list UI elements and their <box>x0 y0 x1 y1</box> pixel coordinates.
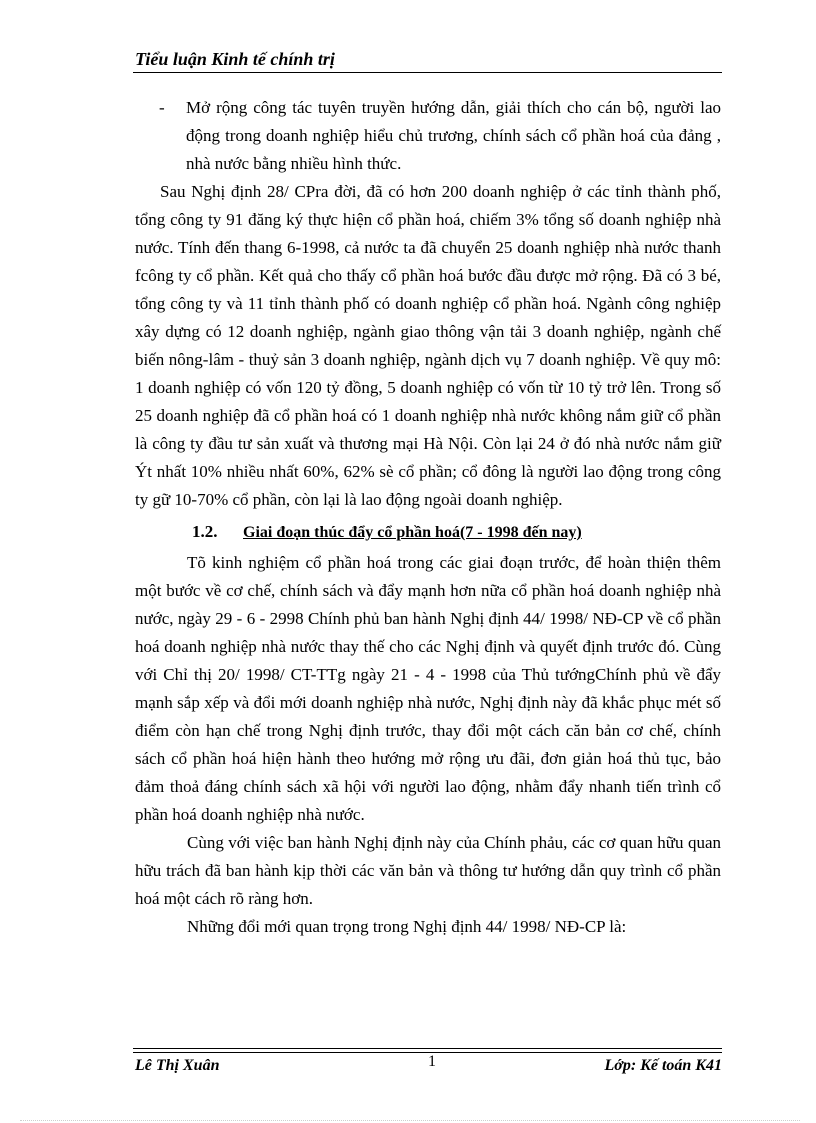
section-title: Giai đoạn thúc đẩy cổ phần hoá(7 - 1998 đến nay) <box>243 524 582 541</box>
paragraph-2: Tõ kinh nghiệm cổ phần hoá trong các giai đoạn trước, để hoàn thiện thêm một bước về cơ chế, chính sách và đẩy mạnh hơn nữa cổ phần hoá doanh nghiệp nhà nước, ngày 29 - 6 - 2998 Chính phủ ban hành Nghị định 44/ 1998/ NĐ-CP về cổ phần hoá doanh nghiệp nhà nước thay thế cho các Nghị định và quyết định trước đó. Cùng với Chỉ thị 20/ 1998/ CT-TTg ngày 21 - 4 - 1998 của Thủ tướngChính phủ về đẩy mạnh sắp xếp và đổi mới doanh nghiệp nhà nước, Nghị định này đã khắc phục mét số điểm còn hạn chế trong Nghị định trước, thay đổi một cách căn bản cơ chế, chính sách cổ phần hoá hiện hành theo hướng mở rộng ưu đãi, đơn giản hoá thủ tục, bảo đảm thoả đáng chính sách xã hội với người lao động, nhằm đẩy nhanh tiến trình cổ phần hoá doanh nghiệp nhà nước. <box>135 553 721 824</box>
footer-author: Lê Thị Xuân <box>135 1057 220 1074</box>
bullet-item <box>135 94 721 178</box>
bullet-dash: - <box>159 98 165 117</box>
section-number: 1.2. <box>192 522 218 541</box>
header-divider <box>133 72 722 73</box>
document-body <box>135 94 721 941</box>
document-header-title: Tiểu luận Kinh tế chính trị <box>135 49 335 69</box>
footer-page-number: 1 <box>428 1053 436 1070</box>
page-edge <box>20 1120 800 1121</box>
paragraph-4: Những đổi mới quan trọng trong Nghị định 44/ 1998/ NĐ-CP là: <box>187 917 627 936</box>
paragraph-1: Sau Nghị định 28/ CPra đời, đã có hơn 200 doanh nghiệp ở các tỉnh thành phố, tổng công ty 91 đăng ký thực hiện cổ phần hoá, chiếm 3% tổng số doanh nghiệp nhà nước. Tính đến thang 6-1998, cả nước ta đã chuyển 25 doanh nghiệp nhà nước thanh fcông ty cổ phần. Kết quả cho thấy cổ phần hoá bước đầu được mở rộng. Đã có 3 bé, tổng công ty và 11 tỉnh thành phố có doanh nghiệp cổ phần hoá. Ngành công nghiệp xây dựng có 12 doanh nghiệp, ngành giao thông vận tải 3 doanh nghiệp, ngành chế biến nông-lâm - thuỷ sản 3 doanh nghiệp, ngành dịch vụ 7 doanh nghiệp. Về quy mô: 1 doanh nghiệp có vốn 120 tỷ đồng, 5 doanh nghiệp có vốn từ 10 tỷ trở lên. Trong số 25 doanh nghiệp đã cổ phần hoá có 1 doanh nghiệp nhà nước không nắm giữ cổ phần là công ty đầu tư sản xuất và thương mại Hà Nội. Còn lại 24 ở đó nhà nước nắm giữ Ýt nhất 10% nhiều nhất 60%, 62% sè cổ phần; cổ đông là người lao động trong công ty gữ 10-70% cổ phần, còn lại là lao động ngoài doanh nghiệp. <box>135 182 721 509</box>
section-heading <box>135 518 721 547</box>
bullet-text: Mở rộng công tác tuyên truyền hướng dẫn, giải thích cho cán bộ, người lao động trong doanh nghiệp hiểu chủ trương, chính sách cổ phần hoá của đảng , nhà nước bằng nhiều hình thức. <box>186 98 721 173</box>
paragraph-3: Cùng với việc ban hành Nghị định này của Chính phảu, các cơ quan hữu quan hữu trách đã ban hành kịp thời các văn bản và thông tư hướng dẫn quy trình cổ phần hoá một cách rõ ràng hơn. <box>135 833 721 908</box>
footer-class-label: Lớp: Kế toán K41 <box>604 1057 722 1074</box>
